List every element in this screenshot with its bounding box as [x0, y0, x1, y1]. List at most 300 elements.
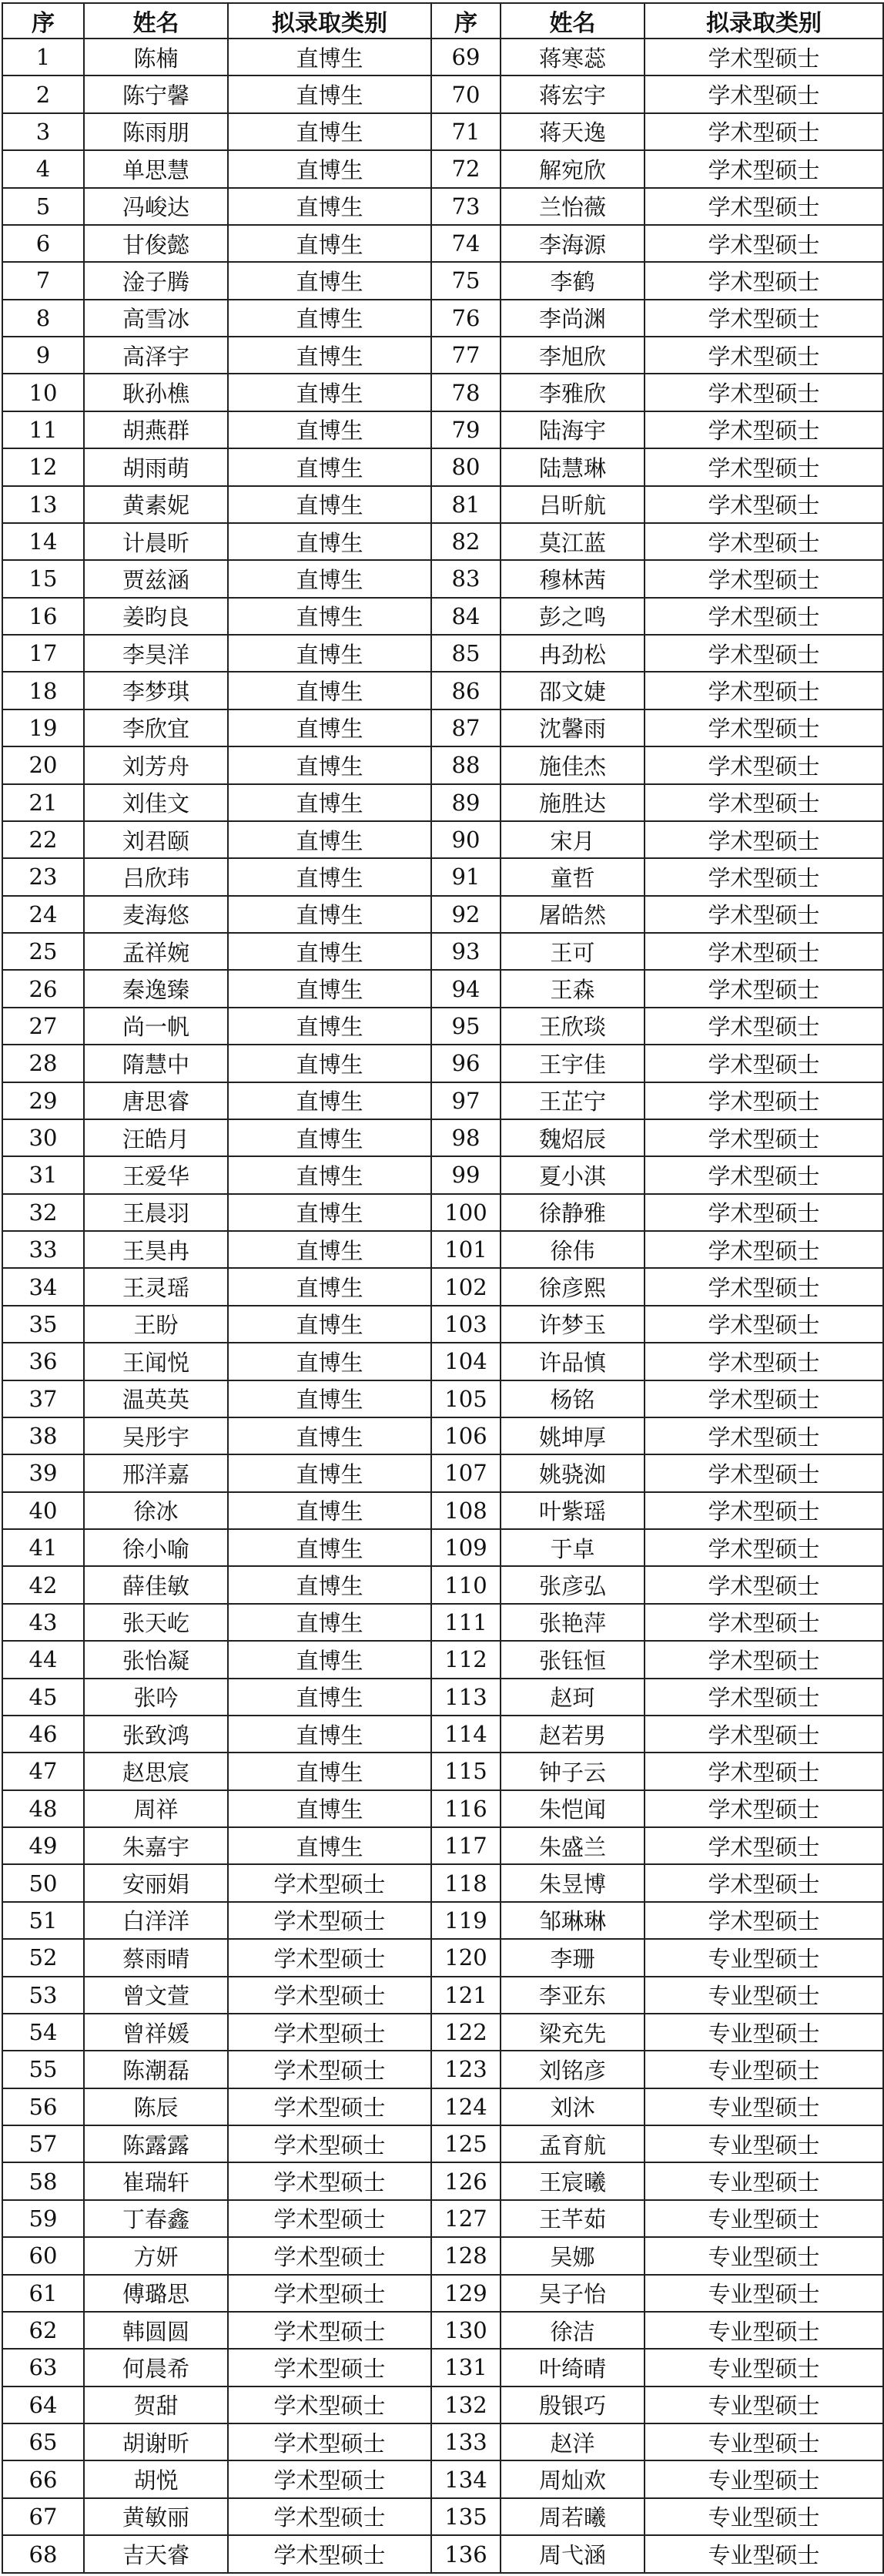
- student-name-cell: 童哲: [501, 858, 645, 895]
- row-number-cell: 78: [431, 374, 501, 411]
- student-name-cell: 黄素妮: [84, 486, 228, 523]
- admission-type-cell: 学术型硕士: [645, 709, 883, 746]
- admission-type-cell: 直博生: [228, 1082, 431, 1119]
- row-number-cell: 87: [431, 709, 501, 746]
- header-no-right: 序: [431, 3, 501, 39]
- admission-type-cell: 学术型硕士: [645, 225, 883, 262]
- row-number-cell: 80: [431, 448, 501, 485]
- student-name-cell: 朱恺闻: [501, 1790, 645, 1827]
- row-number-cell: 33: [2, 1231, 84, 1268]
- header-name-right: 姓名: [501, 3, 645, 39]
- table-row: [2, 1417, 883, 1454]
- student-name-cell: 蔡雨晴: [84, 1939, 228, 1976]
- admission-type-cell: 直博生: [228, 858, 431, 895]
- student-name-cell: 张艳萍: [501, 1604, 645, 1641]
- row-number-cell: 24: [2, 896, 84, 933]
- student-name-cell: 王灵瑶: [84, 1268, 228, 1305]
- row-number-cell: 101: [431, 1231, 501, 1268]
- admission-type-cell: 直博生: [228, 896, 431, 933]
- row-number-cell: 127: [431, 2200, 501, 2237]
- row-number-cell: 26: [2, 970, 84, 1007]
- student-name-cell: 刘佳文: [84, 784, 228, 821]
- student-name-cell: 陆慧琳: [501, 448, 645, 485]
- student-name-cell: 解宛欣: [501, 150, 645, 187]
- student-name-cell: 穆林茜: [501, 560, 645, 597]
- table-row: [2, 2125, 883, 2162]
- student-name-cell: 邹琳琳: [501, 1902, 645, 1939]
- admission-type-cell: 直博生: [228, 933, 431, 970]
- table-row: [2, 1082, 883, 1119]
- student-name-cell: 王森: [501, 970, 645, 1007]
- student-name-cell: 兰怡薇: [501, 188, 645, 225]
- student-name-cell: 徐彦熙: [501, 1268, 645, 1305]
- admission-type-cell: 专业型硕士: [645, 2423, 883, 2460]
- row-number-cell: 88: [431, 746, 501, 783]
- admission-type-cell: 直博生: [228, 1268, 431, 1305]
- admission-type-cell: 直博生: [228, 821, 431, 858]
- table-row: [2, 1119, 883, 1156]
- admission-type-cell: 专业型硕士: [645, 1977, 883, 2014]
- student-name-cell: 王闻悦: [84, 1343, 228, 1380]
- student-name-cell: 计晨昕: [84, 523, 228, 560]
- row-number-cell: 97: [431, 1082, 501, 1119]
- student-name-cell: 吴子怡: [501, 2275, 645, 2312]
- admission-type-cell: 直博生: [228, 1604, 431, 1641]
- student-name-cell: 叶紫瑶: [501, 1492, 645, 1529]
- student-name-cell: 何晨希: [84, 2349, 228, 2386]
- student-name-cell: 丁春鑫: [84, 2200, 228, 2237]
- admission-type-cell: 学术型硕士: [228, 2349, 431, 2386]
- student-name-cell: 胡雨萌: [84, 448, 228, 485]
- row-number-cell: 31: [2, 1156, 84, 1193]
- student-name-cell: 莫江蓝: [501, 523, 645, 560]
- admission-type-cell: 直博生: [228, 1008, 431, 1045]
- student-name-cell: 李尚渊: [501, 300, 645, 337]
- table-row: [2, 2312, 883, 2349]
- student-name-cell: 隋慧中: [84, 1045, 228, 1082]
- admission-type-cell: 直博生: [228, 746, 431, 783]
- row-number-cell: 6: [2, 225, 84, 262]
- student-name-cell: 黄敏丽: [84, 2498, 228, 2535]
- student-name-cell: 叶绮晴: [501, 2349, 645, 2386]
- student-name-cell: 杨铭: [501, 1380, 645, 1417]
- admission-type-cell: 学术型硕士: [645, 1679, 883, 1716]
- student-name-cell: 安丽娟: [84, 1864, 228, 1901]
- admission-type-cell: 学术型硕士: [645, 262, 883, 299]
- student-name-cell: 秦逸臻: [84, 970, 228, 1007]
- admission-type-cell: 学术型硕士: [645, 1529, 883, 1566]
- student-name-cell: 姚骁洳: [501, 1454, 645, 1491]
- student-name-cell: 贺甜: [84, 2386, 228, 2423]
- admission-type-cell: 直博生: [228, 1119, 431, 1156]
- row-number-cell: 99: [431, 1156, 501, 1193]
- admission-type-cell: 专业型硕士: [645, 2312, 883, 2349]
- row-number-cell: 61: [2, 2275, 84, 2312]
- row-number-cell: 37: [2, 1380, 84, 1417]
- table-row: [2, 2014, 883, 2051]
- admission-type-cell: 直博生: [228, 1343, 431, 1380]
- student-name-cell: 曾祥媛: [84, 2014, 228, 2051]
- admission-type-cell: 学术型硕士: [645, 1827, 883, 1864]
- student-name-cell: 李旭欣: [501, 337, 645, 374]
- row-number-cell: 45: [2, 1679, 84, 1716]
- student-name-cell: 李海源: [501, 225, 645, 262]
- admission-type-cell: 专业型硕士: [645, 2088, 883, 2125]
- row-number-cell: 85: [431, 635, 501, 672]
- row-number-cell: 60: [2, 2237, 84, 2274]
- student-name-cell: 赵思宸: [84, 1753, 228, 1789]
- admission-type-cell: 直博生: [228, 1716, 431, 1753]
- row-number-cell: 4: [2, 150, 84, 187]
- row-number-cell: 36: [2, 1343, 84, 1380]
- student-name-cell: 姚坤厚: [501, 1417, 645, 1454]
- admission-type-cell: 学术型硕士: [645, 523, 883, 560]
- row-number-cell: 90: [431, 821, 501, 858]
- admission-type-cell: 直博生: [228, 635, 431, 672]
- student-name-cell: 魏炤辰: [501, 1119, 645, 1156]
- table-row: [2, 1604, 883, 1641]
- student-name-cell: 赵珂: [501, 1679, 645, 1716]
- row-number-cell: 109: [431, 1529, 501, 1566]
- row-number-cell: 10: [2, 374, 84, 411]
- admission-type-cell: 学术型硕士: [228, 2051, 431, 2088]
- row-number-cell: 89: [431, 784, 501, 821]
- row-number-cell: 7: [2, 262, 84, 299]
- student-name-cell: 王晨羽: [84, 1194, 228, 1231]
- admission-type-cell: 学术型硕士: [645, 1604, 883, 1641]
- row-number-cell: 39: [2, 1454, 84, 1491]
- table-row: [2, 2535, 883, 2573]
- admission-type-cell: 专业型硕士: [645, 2349, 883, 2386]
- admission-type-cell: 直博生: [228, 560, 431, 597]
- admission-roster-table: [2, 2, 884, 2574]
- row-number-cell: 29: [2, 1082, 84, 1119]
- table-row: [2, 1679, 883, 1716]
- admission-type-cell: 直博生: [228, 598, 431, 635]
- row-number-cell: 54: [2, 2014, 84, 2051]
- row-number-cell: 105: [431, 1380, 501, 1417]
- row-number-cell: 110: [431, 1566, 501, 1603]
- row-number-cell: 47: [2, 1753, 84, 1789]
- table-row: [2, 1902, 883, 1939]
- admission-type-cell: 学术型硕士: [645, 75, 883, 112]
- table-row: [2, 2460, 883, 2497]
- row-number-cell: 75: [431, 262, 501, 299]
- admission-type-cell: 学术型硕士: [645, 113, 883, 150]
- row-number-cell: 3: [2, 113, 84, 150]
- admission-type-cell: 学术型硕士: [645, 1716, 883, 1753]
- admission-type-cell: 专业型硕士: [645, 2386, 883, 2423]
- admission-type-cell: 直博生: [228, 1306, 431, 1343]
- table-row: [2, 1380, 883, 1417]
- student-name-cell: 胡燕群: [84, 411, 228, 448]
- student-name-cell: 方妍: [84, 2237, 228, 2274]
- row-number-cell: 30: [2, 1119, 84, 1156]
- row-number-cell: 125: [431, 2125, 501, 2162]
- student-name-cell: 李珊: [501, 1939, 645, 1976]
- admission-type-cell: 学术型硕士: [228, 2162, 431, 2199]
- admission-type-cell: 学术型硕士: [645, 1902, 883, 1939]
- student-name-cell: 赵洋: [501, 2423, 645, 2460]
- row-number-cell: 20: [2, 746, 84, 783]
- table-row: [2, 1194, 883, 1231]
- admission-type-cell: 学术型硕士: [645, 821, 883, 858]
- student-name-cell: 王欣琰: [501, 1008, 645, 1045]
- admission-type-cell: 直博生: [228, 150, 431, 187]
- row-number-cell: 116: [431, 1790, 501, 1827]
- row-number-cell: 8: [2, 300, 84, 337]
- table-row: [2, 672, 883, 709]
- admission-type-cell: 学术型硕士: [645, 188, 883, 225]
- row-number-cell: 19: [2, 709, 84, 746]
- admission-type-cell: 直博生: [228, 300, 431, 337]
- row-number-cell: 44: [2, 1641, 84, 1678]
- table-row: [2, 2162, 883, 2199]
- admission-type-cell: 学术型硕士: [645, 337, 883, 374]
- admission-type-cell: 学术型硕士: [645, 1343, 883, 1380]
- row-number-cell: 128: [431, 2237, 501, 2274]
- row-number-cell: 81: [431, 486, 501, 523]
- admission-type-cell: 学术型硕士: [228, 2498, 431, 2535]
- roster-body: [2, 39, 883, 2573]
- admission-type-cell: 直博生: [228, 1231, 431, 1268]
- student-name-cell: 王爱华: [84, 1156, 228, 1193]
- admission-type-cell: 直博生: [228, 113, 431, 150]
- admission-type-cell: 学术型硕士: [645, 1082, 883, 1119]
- admission-type-cell: 学术型硕士: [228, 2535, 431, 2573]
- row-number-cell: 22: [2, 821, 84, 858]
- admission-type-cell: 学术型硕士: [645, 150, 883, 187]
- admission-type-cell: 学术型硕士: [645, 933, 883, 970]
- student-name-cell: 周祥: [84, 1790, 228, 1827]
- admission-type-cell: 学术型硕士: [228, 2200, 431, 2237]
- table-row: [2, 1716, 883, 1753]
- row-number-cell: 74: [431, 225, 501, 262]
- student-name-cell: 张吟: [84, 1679, 228, 1716]
- student-name-cell: 李鹤: [501, 262, 645, 299]
- row-number-cell: 57: [2, 2125, 84, 2162]
- student-name-cell: 周灿欢: [501, 2460, 645, 2497]
- table-row: [2, 1790, 883, 1827]
- table-row: [2, 1156, 883, 1193]
- student-name-cell: 钟子云: [501, 1753, 645, 1789]
- row-number-cell: 92: [431, 896, 501, 933]
- row-number-cell: 40: [2, 1492, 84, 1529]
- admission-type-cell: 学术型硕士: [645, 746, 883, 783]
- student-name-cell: 韩圆圆: [84, 2312, 228, 2349]
- admission-type-cell: 直博生: [228, 1454, 431, 1491]
- student-name-cell: 陈雨朋: [84, 113, 228, 150]
- row-number-cell: 91: [431, 858, 501, 895]
- table-row: [2, 262, 883, 299]
- row-number-cell: 98: [431, 1119, 501, 1156]
- admission-type-cell: 直博生: [228, 1492, 431, 1529]
- admission-type-cell: 直博生: [228, 1753, 431, 1789]
- admission-type-cell: 直博生: [228, 75, 431, 112]
- student-name-cell: 张钰恒: [501, 1641, 645, 1678]
- student-name-cell: 王昊冉: [84, 1231, 228, 1268]
- table-row: [2, 1343, 883, 1380]
- header-type-right: 拟录取类别: [645, 3, 883, 39]
- table-row: [2, 1231, 883, 1268]
- admission-type-cell: 学术型硕士: [228, 2088, 431, 2125]
- table-row: [2, 933, 883, 970]
- row-number-cell: 118: [431, 1864, 501, 1901]
- admission-type-cell: 学术型硕士: [645, 635, 883, 672]
- admission-type-cell: 专业型硕士: [645, 2275, 883, 2312]
- student-name-cell: 吕欣玮: [84, 858, 228, 895]
- table-row: [2, 1454, 883, 1491]
- student-name-cell: 高泽宇: [84, 337, 228, 374]
- table-row: [2, 411, 883, 448]
- admission-type-cell: 学术型硕士: [645, 1380, 883, 1417]
- admission-type-cell: 学术型硕士: [228, 2275, 431, 2312]
- row-number-cell: 124: [431, 2088, 501, 2125]
- row-number-cell: 84: [431, 598, 501, 635]
- admission-type-cell: 直博生: [228, 1380, 431, 1417]
- admission-type-cell: 直博生: [228, 1679, 431, 1716]
- row-number-cell: 2: [2, 75, 84, 112]
- admission-type-cell: 学术型硕士: [645, 300, 883, 337]
- student-name-cell: 许梦玉: [501, 1306, 645, 1343]
- admission-type-cell: 直博生: [228, 411, 431, 448]
- row-number-cell: 86: [431, 672, 501, 709]
- row-number-cell: 77: [431, 337, 501, 374]
- student-name-cell: 赵若男: [501, 1716, 645, 1753]
- admission-type-cell: 专业型硕士: [645, 2460, 883, 2497]
- table-row: [2, 39, 883, 75]
- admission-type-cell: 直博生: [228, 784, 431, 821]
- table-row: [2, 2051, 883, 2088]
- table-row: [2, 1641, 883, 1678]
- row-number-cell: 130: [431, 2312, 501, 2349]
- row-number-cell: 103: [431, 1306, 501, 1343]
- admission-type-cell: 学术型硕士: [645, 1194, 883, 1231]
- student-name-cell: 耿孙樵: [84, 374, 228, 411]
- row-number-cell: 25: [2, 933, 84, 970]
- student-name-cell: 陈楠: [84, 39, 228, 75]
- student-name-cell: 王芷宁: [501, 1082, 645, 1119]
- row-number-cell: 123: [431, 2051, 501, 2088]
- admission-type-cell: 学术型硕士: [645, 374, 883, 411]
- row-number-cell: 104: [431, 1343, 501, 1380]
- row-number-cell: 18: [2, 672, 84, 709]
- student-name-cell: 邢洋嘉: [84, 1454, 228, 1491]
- header-row: [2, 3, 883, 39]
- row-number-cell: 120: [431, 1939, 501, 1976]
- admission-type-cell: 学术型硕士: [645, 1268, 883, 1305]
- table-row: [2, 1529, 883, 1566]
- admission-type-cell: 学术型硕士: [645, 1156, 883, 1193]
- student-name-cell: 刘君颐: [84, 821, 228, 858]
- student-name-cell: 张怡凝: [84, 1641, 228, 1678]
- admission-type-cell: 直博生: [228, 486, 431, 523]
- table-row: [2, 225, 883, 262]
- row-number-cell: 1: [2, 39, 84, 75]
- student-name-cell: 朱嘉宇: [84, 1827, 228, 1864]
- table-row: [2, 1566, 883, 1603]
- table-row: [2, 448, 883, 485]
- student-name-cell: 朱盛兰: [501, 1827, 645, 1864]
- student-name-cell: 姜昀良: [84, 598, 228, 635]
- student-name-cell: 许品慎: [501, 1343, 645, 1380]
- student-name-cell: 甘俊懿: [84, 225, 228, 262]
- row-number-cell: 62: [2, 2312, 84, 2349]
- row-number-cell: 67: [2, 2498, 84, 2535]
- table-row: [2, 896, 883, 933]
- row-number-cell: 106: [431, 1417, 501, 1454]
- table-row: [2, 337, 883, 374]
- student-name-cell: 冯峻达: [84, 188, 228, 225]
- row-number-cell: 5: [2, 188, 84, 225]
- admission-type-cell: 直博生: [228, 188, 431, 225]
- table-row: [2, 2200, 883, 2237]
- student-name-cell: 蒋天逸: [501, 113, 645, 150]
- student-name-cell: 淦子腾: [84, 262, 228, 299]
- admission-type-cell: 学术型硕士: [228, 2386, 431, 2423]
- table-row: [2, 75, 883, 112]
- table-row: [2, 2498, 883, 2535]
- student-name-cell: 王芊茹: [501, 2200, 645, 2237]
- admission-type-cell: 直博生: [228, 1045, 431, 1082]
- admission-type-cell: 学术型硕士: [645, 896, 883, 933]
- admission-type-cell: 学术型硕士: [645, 1641, 883, 1678]
- student-name-cell: 吉天睿: [84, 2535, 228, 2573]
- student-name-cell: 曾文萱: [84, 1977, 228, 2014]
- admission-type-cell: 直博生: [228, 523, 431, 560]
- row-number-cell: 73: [431, 188, 501, 225]
- admission-type-cell: 专业型硕士: [645, 2535, 883, 2573]
- row-number-cell: 72: [431, 150, 501, 187]
- admission-type-cell: 学术型硕士: [228, 2125, 431, 2162]
- student-name-cell: 王宸曦: [501, 2162, 645, 2199]
- admission-type-cell: 专业型硕士: [645, 2051, 883, 2088]
- row-number-cell: 76: [431, 300, 501, 337]
- student-name-cell: 张致鸿: [84, 1716, 228, 1753]
- admission-type-cell: 学术型硕士: [228, 2312, 431, 2349]
- table-row: [2, 746, 883, 783]
- student-name-cell: 汪皓月: [84, 1119, 228, 1156]
- admission-type-cell: 学术型硕士: [228, 1977, 431, 2014]
- student-name-cell: 张天屹: [84, 1604, 228, 1641]
- admission-type-cell: 直博生: [228, 709, 431, 746]
- student-name-cell: 张彦弘: [501, 1566, 645, 1603]
- row-number-cell: 93: [431, 933, 501, 970]
- admission-type-cell: 直博生: [228, 672, 431, 709]
- admission-type-cell: 学术型硕士: [645, 1753, 883, 1789]
- row-number-cell: 21: [2, 784, 84, 821]
- admission-type-cell: 直博生: [228, 374, 431, 411]
- row-number-cell: 27: [2, 1008, 84, 1045]
- row-number-cell: 42: [2, 1566, 84, 1603]
- admission-type-cell: 直博生: [228, 970, 431, 1007]
- student-name-cell: 冉劲松: [501, 635, 645, 672]
- student-name-cell: 吴彤宇: [84, 1417, 228, 1454]
- student-name-cell: 刘沐: [501, 2088, 645, 2125]
- admission-type-cell: 直博生: [228, 1194, 431, 1231]
- student-name-cell: 胡悦: [84, 2460, 228, 2497]
- student-name-cell: 李昊洋: [84, 635, 228, 672]
- admission-type-cell: 学术型硕士: [645, 1864, 883, 1901]
- student-name-cell: 孟祥婉: [84, 933, 228, 970]
- table-row: [2, 1306, 883, 1343]
- admission-type-cell: 直博生: [228, 448, 431, 485]
- student-name-cell: 李梦琪: [84, 672, 228, 709]
- admission-type-cell: 专业型硕士: [645, 2237, 883, 2274]
- row-number-cell: 66: [2, 2460, 84, 2497]
- row-number-cell: 35: [2, 1306, 84, 1343]
- student-name-cell: 贾兹涵: [84, 560, 228, 597]
